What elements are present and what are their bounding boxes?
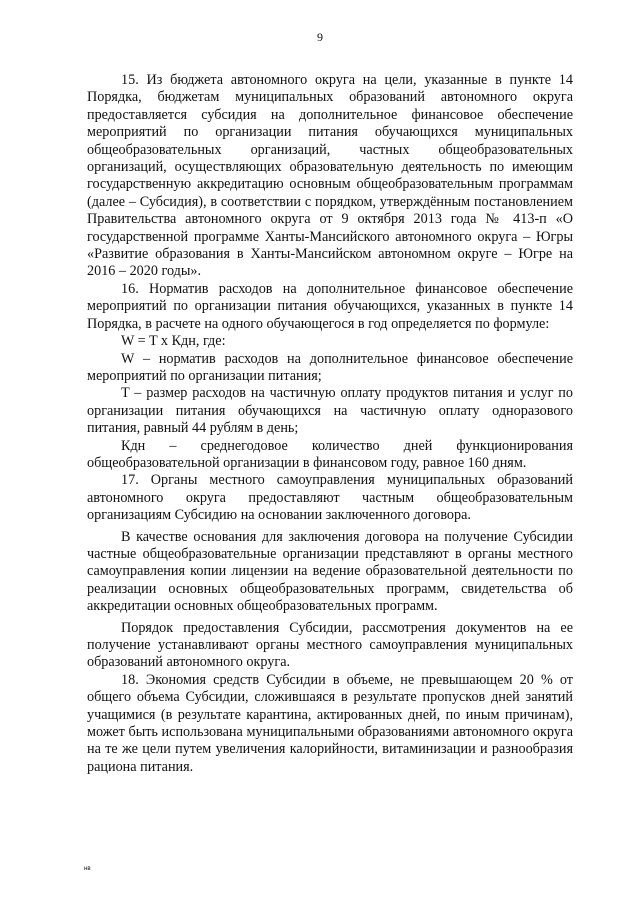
page-number: 9 (317, 30, 323, 44)
formula-definition-t: T – размер расходов на частичную оплату продуктов питания и услуг по организации питания обучающихся на частичную оплату одноразового питания, равный 44 рублям в день; (87, 385, 573, 437)
paragraph-15: 15. Из бюджета автономного округа на цели, указанные в пункте 14 Порядка, бюджетам муниципальных образований автономного округа предоставляется субсидия на дополнительное финансовое обеспечение мероприятий по организации питания обучающихся муниципальных общеобразовательных организаций, частных общеобразовательных организаций, осуществляющих образовательную деятельность по имеющим государственную аккредитацию основным общеобразовательным программам (далее – Субсидия), в соответствии с порядком, утверждённым постановлением Правительства автономного округа от 9 октября 2013 года № 413-п «О государственной программе Ханты-Мансийского автономного округа – Югры «Развитие образования в Ханты-Мансийском автономном округе – Югре на 2016 – 2020 годы». (87, 72, 573, 280)
paragraph-17-basis: В качестве основания для заключения договора на получение Субсидии частные общеобразовательные организации представляют в органы местного самоуправления копии лицензии на ведение образовательной деятельности по реализации основных общеобразовательных программ, свидетельства об аккредитации основных общеобразовательных программ. (87, 528, 573, 615)
paragraph-18: 18. Экономия средств Субсидии в объеме, не превышающем 20 % от общего объема Субсидии, сложившаяся в результате пропусков дней занятий учащимися (в результате карантина, актированных дней, по иным причинам), может быть использована муниципальными образованиями автономного округа на те же цели путем увеличения калорийности, витаминизации и разнообразия рациона питания. (87, 671, 573, 775)
formula: W = T х Кдн, где: (121, 333, 226, 350)
formula-definition-w: W – норматив расходов на дополнительное финансовое обеспечение мероприятий по организации питания; (87, 350, 573, 384)
paragraph-17-procedure: Порядок предоставления Субсидии, рассмотрения документов на ее получение устанавливают органы местного самоуправления муниципальных образований автономного округа. (87, 619, 573, 671)
footer-initials: нв (84, 866, 91, 872)
document-body (87, 72, 573, 776)
formula-definition-kdn: Кдн – среднегодовое количество дней функционирования общеобразовательной организации в финансовом году, равное 160 дням. (87, 437, 573, 471)
paragraph-17: 17. Органы местного самоуправления муниципальных образований автономного округа предоставляют частным общеобразовательным организациям Субсидию на основании заключенного договора. (87, 472, 573, 524)
paragraph-16: 16. Норматив расходов на дополнительное финансовое обеспечение мероприятий по организации питания обучающихся, указанных в пункте 14 Порядка, в расчете на одного обучающегося в год определяется по формуле: (87, 280, 573, 332)
